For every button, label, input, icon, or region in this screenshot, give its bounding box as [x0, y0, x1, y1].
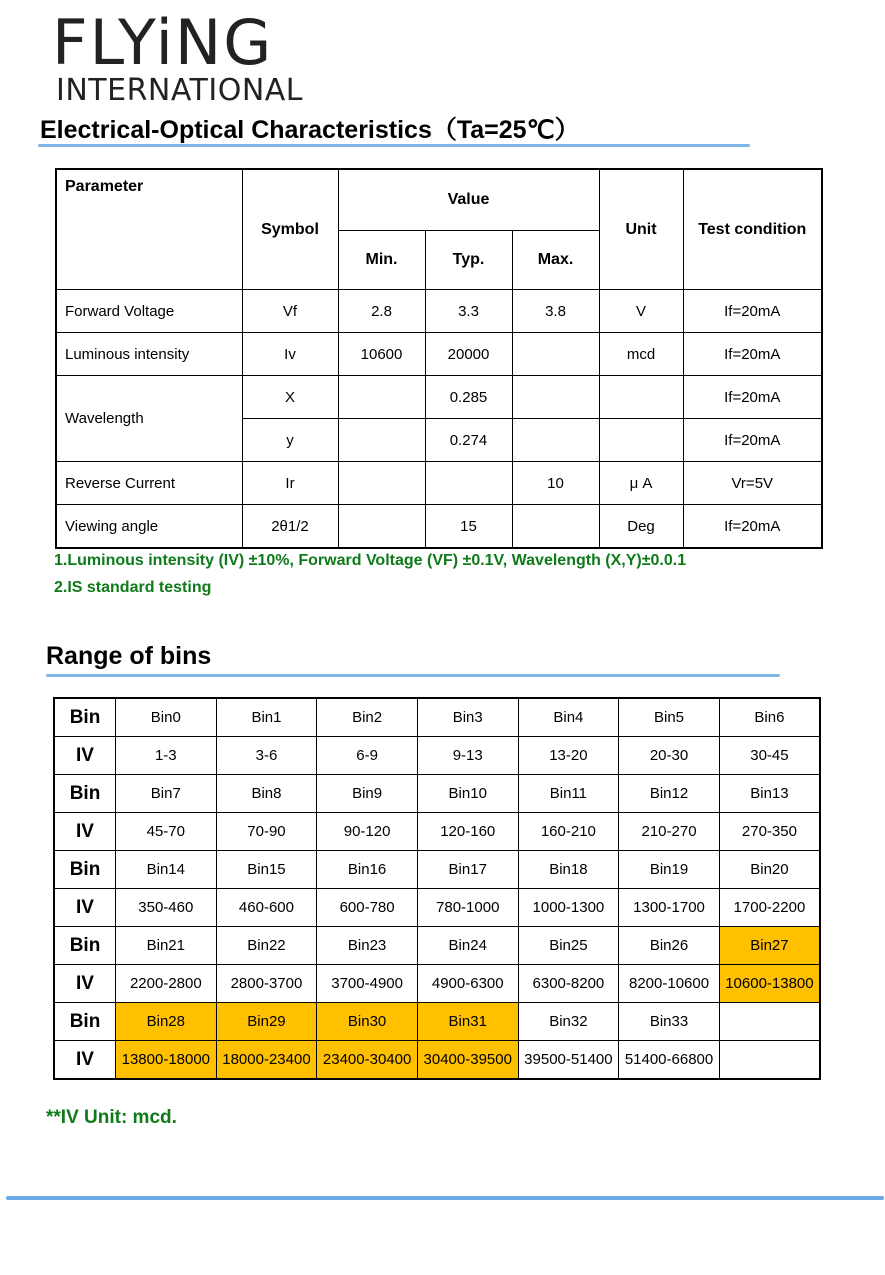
- symbol-cell: y: [242, 419, 338, 462]
- iv-row-label: IV: [54, 1041, 116, 1080]
- bin-name-cell: Bin13: [719, 775, 820, 813]
- unit-cell: Deg: [599, 505, 683, 549]
- header-max: Max.: [512, 231, 599, 290]
- unit-cell: μ A: [599, 462, 683, 505]
- bins-section-title: Range of bins: [46, 642, 212, 670]
- iv-range-cell: 780-1000: [417, 889, 518, 927]
- test-cell: If=20mA: [683, 333, 822, 376]
- header-symbol: Symbol: [242, 169, 338, 290]
- iv-range-cell: [719, 1041, 820, 1080]
- typ-cell: 0.285: [425, 376, 512, 419]
- bin-name-cell: Bin7: [116, 775, 217, 813]
- typ-cell: [425, 462, 512, 505]
- bin-name-cell: Bin1: [216, 698, 317, 737]
- iv-range-cell: 90-120: [317, 813, 418, 851]
- title-underline: [38, 144, 750, 147]
- unit-cell: [599, 419, 683, 462]
- bin-row-label: Bin: [54, 851, 116, 889]
- iv-row: [54, 1041, 820, 1080]
- iv-range-cell: 350-460: [116, 889, 217, 927]
- bin-name-cell: Bin17: [417, 851, 518, 889]
- footer-rule: [6, 1196, 884, 1200]
- iv-range-cell: 1000-1300: [518, 889, 619, 927]
- header-parameter: Parameter: [56, 169, 242, 290]
- bin-name-cell: Bin14: [116, 851, 217, 889]
- bin-row-label: Bin: [54, 775, 116, 813]
- iv-range-cell: 20-30: [619, 737, 720, 775]
- bin-name-cell: Bin26: [619, 927, 720, 965]
- table-row: [56, 462, 822, 505]
- header-test-condition: Test condition: [683, 169, 822, 290]
- symbol-cell: Vf: [242, 290, 338, 333]
- param-cell: Wavelength: [56, 376, 242, 462]
- min-cell: [338, 462, 425, 505]
- bins-table: [53, 697, 821, 1080]
- iv-range-cell: 270-350: [719, 813, 820, 851]
- iv-range-cell: 70-90: [216, 813, 317, 851]
- bin-name-cell: Bin31: [417, 1003, 518, 1041]
- symbol-cell: 2θ1/2: [242, 505, 338, 549]
- min-cell: [338, 376, 425, 419]
- iv-row: [54, 965, 820, 1003]
- bin-name-cell: Bin22: [216, 927, 317, 965]
- min-cell: [338, 419, 425, 462]
- param-cell: Forward Voltage: [56, 290, 242, 333]
- bin-name-cell: Bin16: [317, 851, 418, 889]
- header-unit: Unit: [599, 169, 683, 290]
- table-row: [56, 333, 822, 376]
- max-cell: [512, 505, 599, 549]
- symbol-cell: Iv: [242, 333, 338, 376]
- bin-row-label: Bin: [54, 927, 116, 965]
- iv-range-cell: 3-6: [216, 737, 317, 775]
- min-cell: 10600: [338, 333, 425, 376]
- logo-wordmark: FLYiNG: [52, 6, 274, 79]
- bin-row-label: Bin: [54, 698, 116, 737]
- iv-range-cell: 30-45: [719, 737, 820, 775]
- test-cell: If=20mA: [683, 290, 822, 333]
- bin-name-cell: Bin2: [317, 698, 418, 737]
- bin-name-cell: Bin5: [619, 698, 720, 737]
- typ-cell: 20000: [425, 333, 512, 376]
- param-cell: Reverse Current: [56, 462, 242, 505]
- bin-name-cell: Bin24: [417, 927, 518, 965]
- iv-row: [54, 737, 820, 775]
- bin-name-cell: Bin6: [719, 698, 820, 737]
- iv-range-cell: 23400-30400: [317, 1041, 418, 1080]
- test-cell: Vr=5V: [683, 462, 822, 505]
- bin-name-cell: Bin19: [619, 851, 720, 889]
- bin-name-cell: Bin29: [216, 1003, 317, 1041]
- iv-range-cell: 4900-6300: [417, 965, 518, 1003]
- header-value: Value: [338, 169, 599, 231]
- param-cell: Luminous intensity: [56, 333, 242, 376]
- iv-unit-note: **IV Unit: mcd.: [46, 1107, 177, 1128]
- bin-name-cell: Bin28: [116, 1003, 217, 1041]
- iv-range-cell: 18000-23400: [216, 1041, 317, 1080]
- bin-name-cell: Bin9: [317, 775, 418, 813]
- bin-name-cell: Bin18: [518, 851, 619, 889]
- iv-range-cell: 8200-10600: [619, 965, 720, 1003]
- bin-row: [54, 775, 820, 813]
- eo-section-title: Electrical-Optical Characteristics（Ta=25℃）: [40, 116, 580, 144]
- test-cell: If=20mA: [683, 419, 822, 462]
- bin-row: [54, 851, 820, 889]
- bin-name-cell: Bin20: [719, 851, 820, 889]
- max-cell: [512, 419, 599, 462]
- table-row: [56, 505, 822, 549]
- bin-row-label: Bin: [54, 1003, 116, 1041]
- bin-name-cell: Bin25: [518, 927, 619, 965]
- iv-range-cell: 1-3: [116, 737, 217, 775]
- iv-range-cell: 13800-18000: [116, 1041, 217, 1080]
- table-row: [56, 290, 822, 333]
- bin-name-cell: Bin30: [317, 1003, 418, 1041]
- symbol-cell: X: [242, 376, 338, 419]
- table-row: [56, 376, 822, 419]
- unit-cell: mcd: [599, 333, 683, 376]
- iv-range-cell: 6300-8200: [518, 965, 619, 1003]
- unit-cell: V: [599, 290, 683, 333]
- bin-name-cell: Bin11: [518, 775, 619, 813]
- max-cell: 10: [512, 462, 599, 505]
- param-cell: Viewing angle: [56, 505, 242, 549]
- bin-name-cell: Bin8: [216, 775, 317, 813]
- iv-range-cell: 13-20: [518, 737, 619, 775]
- iv-range-cell: 2200-2800: [116, 965, 217, 1003]
- iv-range-cell: 45-70: [116, 813, 217, 851]
- iv-range-cell: 39500-51400: [518, 1041, 619, 1080]
- iv-range-cell: 210-270: [619, 813, 720, 851]
- iv-row-label: IV: [54, 965, 116, 1003]
- iv-range-cell: 6-9: [317, 737, 418, 775]
- test-cell: If=20mA: [683, 505, 822, 549]
- typ-cell: 3.3: [425, 290, 512, 333]
- unit-cell: [599, 376, 683, 419]
- bin-name-cell: Bin21: [116, 927, 217, 965]
- bin-name-cell: Bin23: [317, 927, 418, 965]
- iv-range-cell: 160-210: [518, 813, 619, 851]
- bin-name-cell: Bin0: [116, 698, 217, 737]
- standard-note: 2.IS standard testing: [54, 579, 212, 596]
- max-cell: 3.8: [512, 290, 599, 333]
- eo-characteristics-table: [55, 168, 823, 549]
- min-cell: 2.8: [338, 290, 425, 333]
- bin-row: [54, 698, 820, 737]
- typ-cell: 0.274: [425, 419, 512, 462]
- iv-row-label: IV: [54, 813, 116, 851]
- bin-row: [54, 927, 820, 965]
- iv-row: [54, 813, 820, 851]
- iv-range-cell: 460-600: [216, 889, 317, 927]
- bin-name-cell: Bin12: [619, 775, 720, 813]
- title-underline: [46, 674, 780, 677]
- bin-name-cell: Bin32: [518, 1003, 619, 1041]
- iv-range-cell: 2800-3700: [216, 965, 317, 1003]
- iv-row-label: IV: [54, 889, 116, 927]
- iv-row-label: IV: [54, 737, 116, 775]
- min-cell: [338, 505, 425, 549]
- iv-range-cell: 120-160: [417, 813, 518, 851]
- max-cell: [512, 376, 599, 419]
- logo-subtitle: INTERNATIONAL: [56, 73, 304, 108]
- tolerance-note: 1.Luminous intensity (IV) ±10%, Forward Voltage (VF) ±0.1V, Wavelength (X,Y)±0.0.1: [54, 552, 687, 569]
- bin-name-cell: Bin27: [719, 927, 820, 965]
- iv-range-cell: 51400-66800: [619, 1041, 720, 1080]
- bin-name-cell: [719, 1003, 820, 1041]
- bin-name-cell: Bin10: [417, 775, 518, 813]
- company-logo: [52, 8, 312, 108]
- bin-row: [54, 1003, 820, 1041]
- iv-range-cell: 10600-13800: [719, 965, 820, 1003]
- iv-range-cell: 600-780: [317, 889, 418, 927]
- header-typ: Typ.: [425, 231, 512, 290]
- bin-name-cell: Bin4: [518, 698, 619, 737]
- iv-range-cell: 1700-2200: [719, 889, 820, 927]
- iv-range-cell: 9-13: [417, 737, 518, 775]
- bin-name-cell: Bin3: [417, 698, 518, 737]
- iv-range-cell: 3700-4900: [317, 965, 418, 1003]
- header-min: Min.: [338, 231, 425, 290]
- iv-range-cell: 30400-39500: [417, 1041, 518, 1080]
- iv-row: [54, 889, 820, 927]
- max-cell: [512, 333, 599, 376]
- iv-range-cell: 1300-1700: [619, 889, 720, 927]
- bin-name-cell: Bin15: [216, 851, 317, 889]
- typ-cell: 15: [425, 505, 512, 549]
- test-cell: If=20mA: [683, 376, 822, 419]
- bin-name-cell: Bin33: [619, 1003, 720, 1041]
- symbol-cell: Ir: [242, 462, 338, 505]
